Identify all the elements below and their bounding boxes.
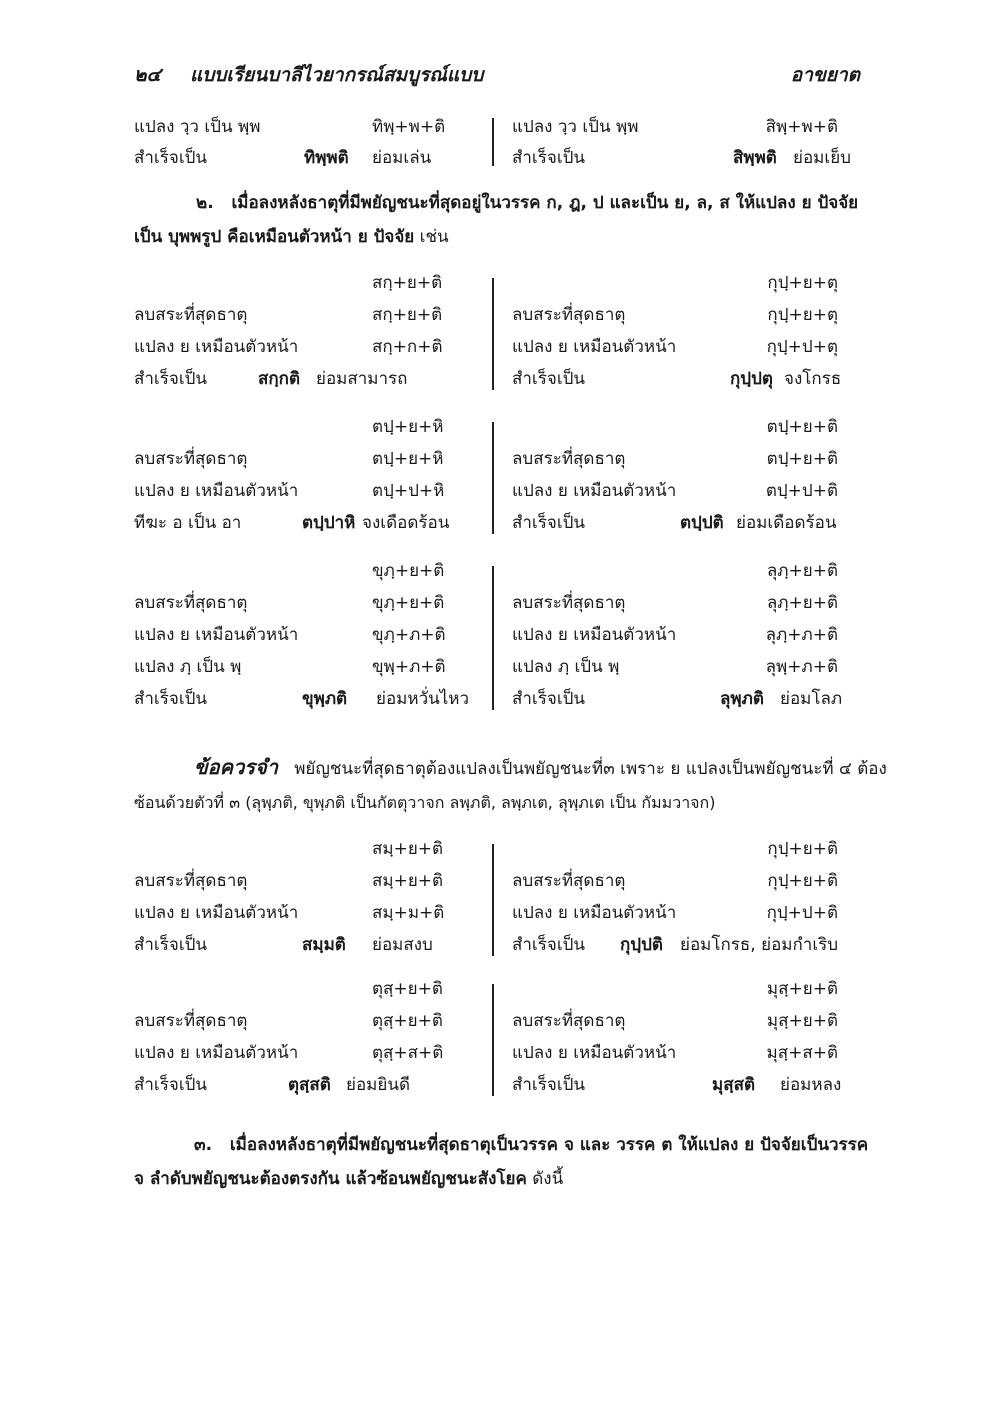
- left-meaning: ย่อมสงบ: [372, 935, 433, 955]
- left-meaning: ย่อมสามารถ: [316, 369, 408, 389]
- label: ทีฆะ อ เป็น อา: [134, 513, 242, 533]
- left-result: ตปฺปาหิ: [302, 513, 356, 533]
- right-result: ลุพฺภติ: [720, 689, 764, 709]
- rule-text-line-1: เมื่อลงหลังธาตุที่มีพยัญชนะที่สุดธาตุเป็นวรรค จ และ วรรค ต ให้แปลง ย ปัจจัยเป็นวรรค: [229, 1135, 869, 1155]
- top-left-row-1: [0, 112, 1000, 142]
- note-line-1: พยัญชนะที่สุดธาตุต้องแปลงเป็นพยัญชนะที่๓ เพราะ ย แปลงเป็นพยัญชนะที่ ๔ ต้อง: [294, 759, 887, 779]
- left-step-2: ตุสฺ+ส+ติ: [372, 1043, 444, 1063]
- left-step-1: สกฺ+ย+ติ: [372, 305, 443, 325]
- column-divider: [492, 278, 494, 390]
- g1-row-result: [0, 364, 1000, 394]
- right-meaning: ย่อมโกรธ, ย่อมกำเริบ: [680, 935, 839, 955]
- label: แปลง วฺว เป็น พฺพ: [512, 117, 639, 137]
- g3-row-3: [0, 652, 1000, 682]
- left-step-2: ตปฺ+ป+หิ: [372, 481, 445, 501]
- g2-row-result: [0, 508, 1000, 538]
- label: สำเร็จเป็น: [512, 513, 586, 533]
- label: แปลง ย เหมือนตัวหน้า: [512, 337, 677, 357]
- meaning: ย่อมเล่น: [372, 148, 432, 168]
- right-meaning: ย่อมเดือดร้อน: [736, 513, 837, 533]
- label: ลบสระที่สุดธาตุ: [512, 1011, 626, 1031]
- label: ลบสระที่สุดธาตุ: [134, 593, 248, 613]
- label: แปลง ย เหมือนตัวหน้า: [512, 625, 677, 645]
- g5-row-1: [0, 1006, 1000, 1036]
- column-divider: [492, 118, 494, 166]
- left-base: ขุภฺ+ย+ติ: [372, 561, 445, 581]
- left-meaning: จงเดือดร้อน: [362, 513, 450, 533]
- label: สำเร็จเป็น: [512, 148, 586, 168]
- left-step-2: ขุภฺ+ภ+ติ: [372, 625, 446, 645]
- label: แปลง ย เหมือนตัวหน้า: [512, 903, 677, 923]
- label: แปลง ภฺ เป็น พฺ: [134, 657, 242, 677]
- left-result: สกฺกติ: [258, 369, 301, 389]
- column-divider: [492, 422, 494, 534]
- left-step-2: สกฺ+ก+ติ: [372, 337, 443, 357]
- left-base: สมฺ+ย+ติ: [372, 839, 444, 859]
- note-heading: ข้อควรจำ: [194, 755, 278, 779]
- right-result: กุปฺปตุ: [730, 369, 773, 389]
- g2-row-base: [0, 412, 1000, 442]
- label: ลบสระที่สุดธาตุ: [134, 449, 248, 469]
- right-result: มุสฺสติ: [712, 1075, 755, 1095]
- rule-2-paragraph: [134, 186, 864, 254]
- label: สำเร็จเป็น: [512, 689, 586, 709]
- label: ลบสระที่สุดธาตุ: [512, 305, 626, 325]
- right-base: มุสฺ+ย+ติ: [766, 979, 838, 999]
- section-title: อาขยาต: [790, 64, 860, 86]
- formula: ทิพฺ+พ+ติ: [372, 117, 446, 137]
- left-meaning: ย่อมหวั่นไหว: [376, 689, 470, 709]
- g3-row-2: [0, 620, 1000, 650]
- g1-row-1: [0, 300, 1000, 330]
- left-meaning: ย่อมยินดี: [346, 1075, 410, 1095]
- left-step-3: ขุพฺ+ภ+ติ: [372, 657, 446, 677]
- label: ลบสระที่สุดธาตุ: [512, 871, 626, 891]
- label: สำเร็จเป็น: [134, 689, 208, 709]
- label: แปลง ย เหมือนตัวหน้า: [512, 1043, 677, 1063]
- left-step-1: ตุสฺ+ย+ติ: [372, 1011, 443, 1031]
- g3-row-1: [0, 588, 1000, 618]
- rule-3-paragraph: [134, 1128, 869, 1196]
- left-result: ขุพฺภติ: [302, 689, 348, 709]
- result: ทิพฺพติ: [304, 148, 349, 168]
- label: แปลง ย เหมือนตัวหน้า: [134, 337, 299, 357]
- top-left-row-2: [0, 143, 1000, 173]
- rule-text-end: ดังนี้: [532, 1169, 564, 1189]
- left-step-1: สมฺ+ย+ติ: [372, 871, 444, 891]
- g4-row-base: [0, 834, 1000, 864]
- label: ลบสระที่สุดธาตุ: [512, 593, 626, 613]
- right-step-2: ตปฺ+ป+ติ: [765, 481, 838, 501]
- right-result: ตปฺปติ: [680, 513, 724, 533]
- label: แปลง ภฺ เป็น พฺ: [512, 657, 620, 677]
- g1-row-2: [0, 332, 1000, 362]
- rule-number: ๒.: [196, 193, 214, 213]
- left-base: ตปฺ+ย+หิ: [372, 417, 444, 437]
- right-step-2: ลุภฺ+ภ+ติ: [765, 625, 838, 645]
- right-base: ลุภฺ+ย+ติ: [766, 561, 838, 581]
- rule-number: ๓.: [194, 1135, 213, 1155]
- label: สำเร็จเป็น: [512, 935, 586, 955]
- meaning: ย่อมเย็บ: [793, 148, 851, 168]
- note-paragraph: [134, 750, 887, 820]
- right-base: กุปฺ+ย+ตุ: [767, 273, 838, 293]
- g4-row-1: [0, 866, 1000, 896]
- label: แปลง ย เหมือนตัวหน้า: [134, 625, 299, 645]
- label: แปลง ย เหมือนตัวหน้า: [512, 481, 677, 501]
- right-step-2: กุปฺ+ป+ตุ: [766, 337, 838, 357]
- label: สำเร็จเป็น: [512, 1075, 586, 1095]
- label: ลบสระที่สุดธาตุ: [134, 305, 248, 325]
- result: สิพฺพติ: [733, 148, 777, 168]
- right-step-1: ตปฺ+ย+ติ: [766, 449, 838, 469]
- label: แปลง ย เหมือนตัวหน้า: [134, 903, 299, 923]
- label: สำเร็จเป็น: [134, 1075, 208, 1095]
- g3-row-base: [0, 556, 1000, 586]
- right-step-1: ลุภฺ+ย+ติ: [766, 593, 838, 613]
- left-result: สมฺมติ: [302, 935, 346, 955]
- note-line-2: ซ้อนด้วยตัวที่ ๓ (ลุพฺภติ, ขุพฺภติ เป็นกัตตุวาจก ลพฺภติ, ลพฺภเต, ลุพฺภเต เป็น กัมมวาจก): [134, 793, 716, 812]
- left-step-2: สมฺ+ม+ติ: [372, 903, 445, 923]
- left-base: สกฺ+ย+ติ: [372, 273, 443, 293]
- right-step-1: กุปฺ+ย+ตุ: [767, 305, 838, 325]
- left-base: ตุสฺ+ย+ติ: [372, 979, 443, 999]
- right-step-1: มุสฺ+ย+ติ: [766, 1011, 838, 1031]
- g5-row-base: [0, 974, 1000, 1004]
- column-divider: [492, 844, 494, 956]
- g5-row-result: [0, 1070, 1000, 1100]
- right-meaning: ย่อมหลง: [780, 1075, 842, 1095]
- right-meaning: จงโกรธ: [784, 369, 842, 389]
- rule-text-line-2: เป็น บุพพรูป คือเหมือนตัวหน้า ย ปัจจัย: [134, 227, 415, 247]
- book-title: แบบเรียนบาลีไวยากรณ์สมบูรณ์แบบ: [190, 64, 484, 86]
- label: ลบสระที่สุดธาตุ: [512, 449, 626, 469]
- g2-row-1: [0, 444, 1000, 474]
- label: สำเร็จเป็น: [512, 369, 586, 389]
- g5-row-2: [0, 1038, 1000, 1068]
- label: ลบสระที่สุดธาตุ: [134, 1011, 248, 1031]
- label: ลบสระที่สุดธาตุ: [134, 871, 248, 891]
- label: สำเร็จเป็น: [134, 148, 208, 168]
- right-step-1: กุปฺ+ย+ติ: [767, 871, 838, 891]
- label: แปลง ย เหมือนตัวหน้า: [134, 1043, 299, 1063]
- label: สำเร็จเป็น: [134, 369, 208, 389]
- label: สำเร็จเป็น: [134, 935, 208, 955]
- right-step-2: มุสฺ+ส+ติ: [766, 1043, 838, 1063]
- right-base: กุปฺ+ย+ติ: [767, 839, 838, 859]
- g4-row-2: [0, 898, 1000, 928]
- left-step-1: ตปฺ+ย+หิ: [372, 449, 444, 469]
- right-result: กุปฺปติ: [620, 935, 663, 955]
- right-base: ตปฺ+ย+ติ: [766, 417, 838, 437]
- right-step-2: กุปฺ+ป+ติ: [766, 903, 838, 923]
- column-divider: [492, 566, 494, 710]
- label: แปลง ย เหมือนตัวหน้า: [134, 481, 299, 501]
- g2-row-2: [0, 476, 1000, 506]
- formula: สิพฺ+พ+ติ: [765, 117, 838, 137]
- right-step-3: ลุพฺ+ภ+ติ: [765, 657, 838, 677]
- left-result: ตุสฺสติ: [288, 1075, 331, 1095]
- g1-row-base: [0, 268, 1000, 298]
- left-step-1: ขุภฺ+ย+ติ: [372, 593, 445, 613]
- column-divider: [492, 984, 494, 1096]
- right-meaning: ย่อมโลภ: [780, 689, 843, 709]
- g4-row-result: [0, 930, 1000, 960]
- g3-row-result: [0, 684, 1000, 714]
- rule-text-line-1: เมื่อลงหลังธาตุที่มีพยัญชนะที่สุดอยู่ในวรรค ก, ฎ, ป และเป็น ย, ล, ส ให้แปลง ย ปัจจัย: [231, 193, 859, 213]
- page-number: ๒๔: [134, 64, 161, 86]
- label: แปลง วฺว เป็น พฺพ: [134, 117, 261, 137]
- rule-text-line-2: จ ลำดับพยัญชนะต้องตรงกัน แล้วซ้อนพยัญชนะสังโยค: [134, 1169, 527, 1189]
- rule-text-end: เช่น: [419, 227, 449, 247]
